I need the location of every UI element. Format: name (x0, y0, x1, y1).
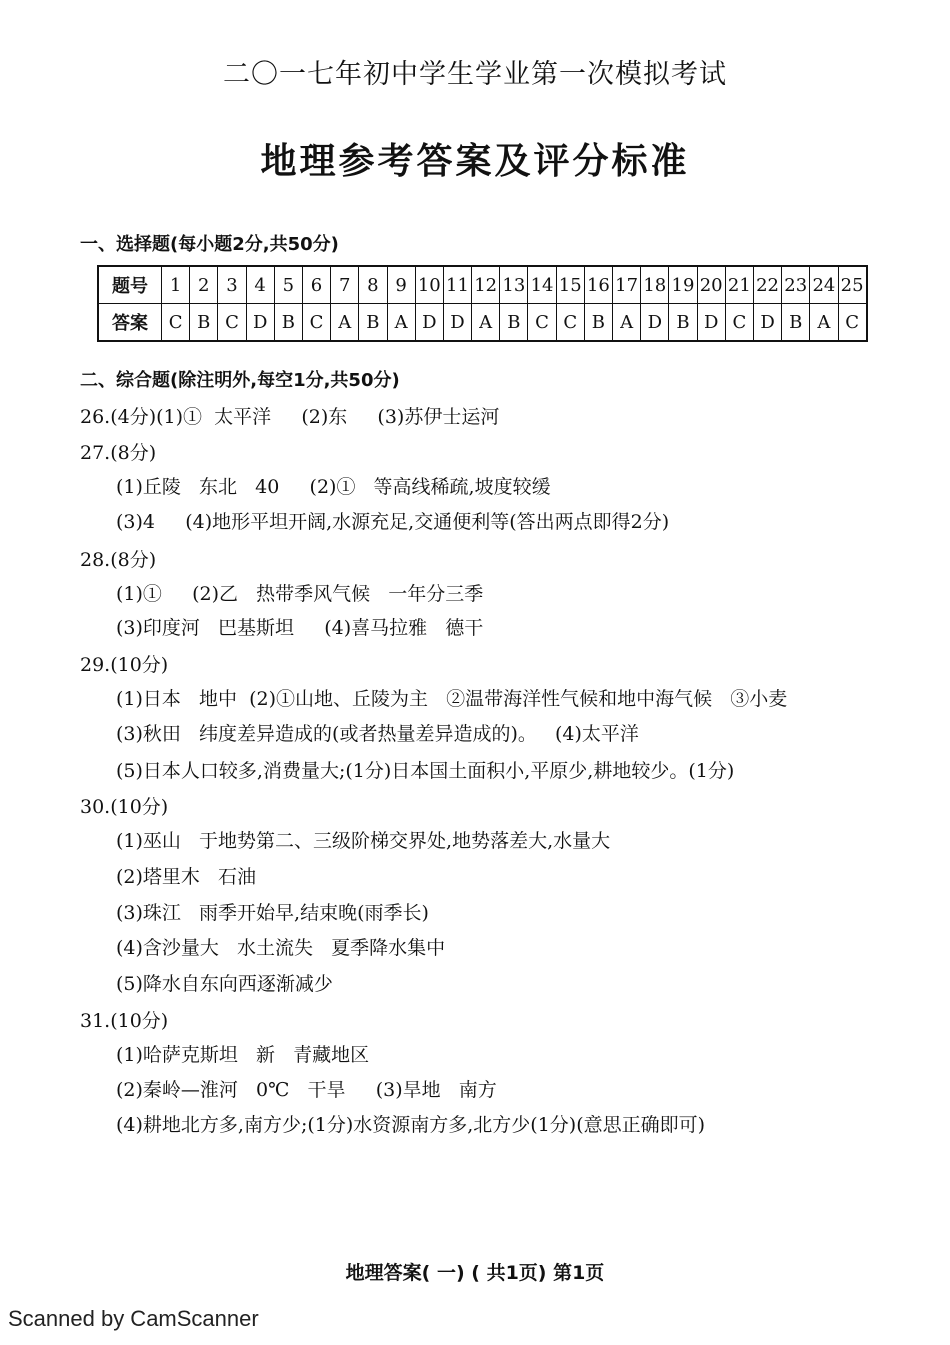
question-number-cell: 22 (753, 266, 781, 304)
section1-heading: 一、选择题(每小题2分,共50分) (80, 234, 339, 255)
answer-cell: A (331, 304, 359, 342)
q30-line-4: (4)含沙量大 水土流失 夏季降水集中 (116, 937, 446, 959)
question-number-cell: 23 (782, 266, 810, 304)
answer-cell: C (218, 304, 246, 342)
answer-cell: A (810, 304, 838, 342)
answer-cell: B (359, 304, 387, 342)
answer-cell: D (415, 304, 443, 342)
section2-heading: 二、综合题(除注明外,每空1分,共50分) (80, 370, 400, 391)
answer-row (98, 304, 867, 342)
question-number-cell: 25 (838, 266, 867, 304)
q30-line-2: (2)塔里木 石油 (116, 866, 257, 888)
question-number-cell: 16 (584, 266, 612, 304)
scanner-watermark: Scanned by CamScanner (8, 1306, 259, 1331)
answer-cell: A (387, 304, 415, 342)
q31-line-2: (2)秦岭—淮河 0℃ 干旱 (3)旱地 南方 (116, 1079, 497, 1101)
q30-heading: 30.(10分) (80, 796, 169, 818)
question-number-cell: 18 (641, 266, 669, 304)
q28-line-2: (3)印度河 巴基斯坦 (4)喜马拉雅 德干 (116, 617, 484, 639)
page-footer: 地理答案( 一) ( 共1页) 第1页 (345, 1262, 605, 1284)
answer-cell: C (556, 304, 584, 342)
q29-line-3: (5)日本人口较多,消费量大;(1分)日本国土面积小,平原少,耕地较少。(1分) (116, 760, 735, 782)
row-label-answer: 答案 (98, 304, 162, 342)
answer-cell: C (838, 304, 867, 342)
answer-cell: D (443, 304, 471, 342)
exam-title: 二〇一七年初中学生学业第一次模拟考试 (223, 59, 727, 90)
question-number-row (98, 266, 867, 304)
question-number-cell: 10 (415, 266, 443, 304)
answer-cell: D (697, 304, 725, 342)
q30-line-1: (1)巫山 于地势第二、三级阶梯交界处,地势落差大,水量大 (116, 830, 611, 852)
answer-cell: A (613, 304, 641, 342)
answer-cell: B (190, 304, 218, 342)
question-number-cell: 12 (472, 266, 500, 304)
q27-line-1: (1)丘陵 东北 40 (2)① 等高线稀疏,坡度较缓 (116, 476, 551, 498)
question-number-cell: 13 (500, 266, 528, 304)
choice-answer-table (97, 265, 868, 342)
q30-line-3: (3)珠江 雨季开始早,结束晚(雨季长) (116, 902, 429, 924)
q28-line-1: (1)① (2)乙 热带季风气候 一年分三季 (116, 583, 484, 605)
q31-heading: 31.(10分) (80, 1010, 169, 1032)
answer-cell: C (162, 304, 190, 342)
question-number-cell: 2 (190, 266, 218, 304)
question-number-cell: 21 (725, 266, 753, 304)
question-number-cell: 19 (669, 266, 697, 304)
q28-heading: 28.(8分) (80, 549, 157, 571)
question-number-cell: 17 (613, 266, 641, 304)
question-number-cell: 4 (246, 266, 274, 304)
answer-cell: B (782, 304, 810, 342)
question-number-cell: 1 (162, 266, 190, 304)
q31-line-3: (4)耕地北方多,南方少;(1分)水资源南方多,北方少(1分)(意思正确即可) (116, 1114, 706, 1136)
answer-cell: B (274, 304, 302, 342)
answer-cell: D (753, 304, 781, 342)
question-number-cell: 15 (556, 266, 584, 304)
question-number-cell: 14 (528, 266, 556, 304)
q29-line-1: (1)日本 地中 (2)①山地、丘陵为主 ②温带海洋性气候和地中海气候 ③小麦 (116, 688, 788, 710)
question-number-cell: 6 (302, 266, 330, 304)
answer-cell: B (584, 304, 612, 342)
answer-cell: C (302, 304, 330, 342)
answer-cell: C (528, 304, 556, 342)
document-title: 地理参考答案及评分标准 (260, 141, 690, 182)
answer-cell: D (641, 304, 669, 342)
q30-line-5: (5)降水自东向西逐渐减少 (116, 973, 333, 995)
row-label-number: 题号 (98, 266, 162, 304)
q26-line: 26.(4分)(1)① 太平洋 (2)东 (3)苏伊士运河 (80, 406, 500, 428)
q29-heading: 29.(10分) (80, 654, 169, 676)
question-number-cell: 3 (218, 266, 246, 304)
q27-line-2: (3)4 (4)地形平坦开阔,水源充足,交通便利等(答出两点即得2分) (116, 511, 670, 533)
answer-cell: B (500, 304, 528, 342)
question-number-cell: 9 (387, 266, 415, 304)
answer-cell: A (472, 304, 500, 342)
q29-line-2: (3)秋田 纬度差异造成的(或者热量差异造成的)。 (4)太平洋 (116, 723, 639, 745)
answer-cell: D (246, 304, 274, 342)
answer-cell: B (669, 304, 697, 342)
question-number-cell: 7 (331, 266, 359, 304)
question-number-cell: 24 (810, 266, 838, 304)
q31-line-1: (1)哈萨克斯坦 新 青藏地区 (116, 1044, 370, 1066)
question-number-cell: 20 (697, 266, 725, 304)
question-number-cell: 11 (443, 266, 471, 304)
question-number-cell: 5 (274, 266, 302, 304)
q27-heading: 27.(8分) (80, 442, 157, 464)
answer-cell: C (725, 304, 753, 342)
question-number-cell: 8 (359, 266, 387, 304)
